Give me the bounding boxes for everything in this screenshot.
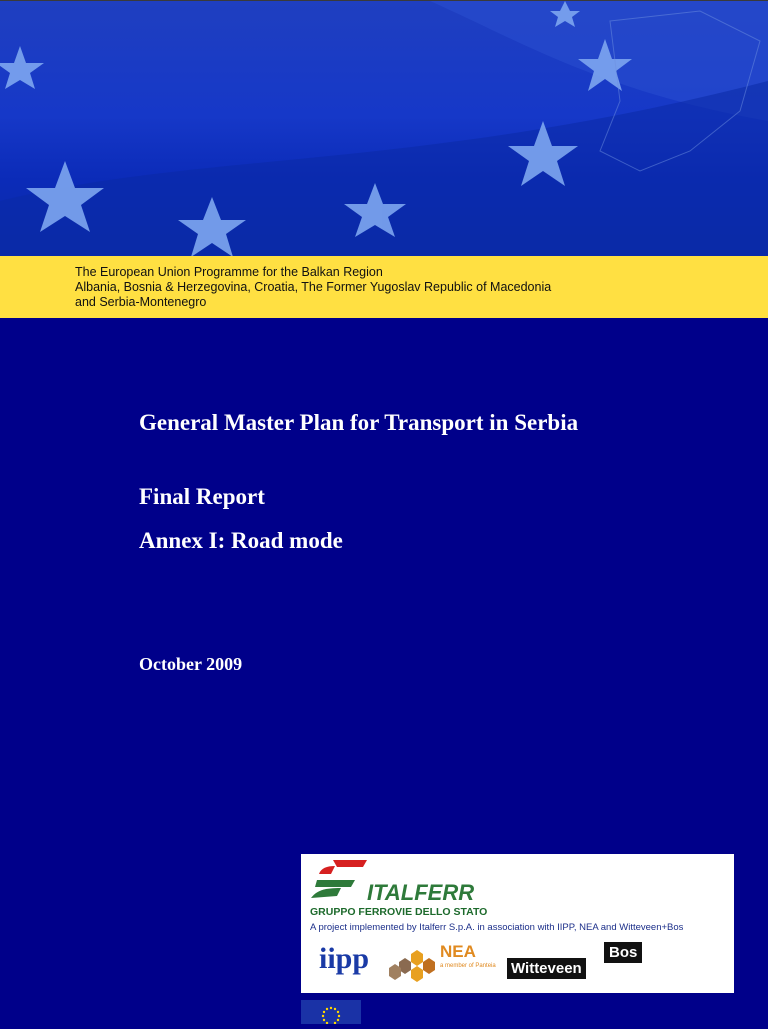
nea-subtitle: a member of Panteia [440,963,496,969]
programme-line-2: Albania, Bosnia & Herzegovina, Croatia, The Former Yugoslav Republic of Macedonia [75,280,552,294]
witteveen-logo: Witteveen [507,958,586,979]
report-type: Final Report [139,484,265,509]
programme-line-1: The European Union Programme for the Balkan Region [75,265,383,279]
stars-icon [0,1,768,257]
nea-name: NEA [440,942,476,961]
italferr-logo-icon [311,858,367,902]
programme-line-3: and Serbia-Montenegro [75,295,207,309]
nea-logo-icon [389,948,439,984]
consortium-logos-panel [301,854,734,993]
eu-flag-icon [301,1000,361,1024]
report-title: General Master Plan for Transport in Serbia [139,410,579,435]
report-date: October 2009 [139,654,243,674]
project-statement: A project implemented by Italferr S.p.A. in association with IIPP, NEA and Witteveen+Bos [310,922,684,933]
eu-stars-banner [0,0,768,257]
report-annex: Annex I: Road mode [139,528,343,553]
bos-logo: Bos [604,942,642,963]
italferr-group: GRUPPO FERROVIE DELLO STATO [310,906,488,918]
iipp-logo-icon: iipp [319,942,370,975]
programme-strip [0,256,768,318]
eu-stars-circle-icon [301,1000,361,1024]
italferr-name: ITALFERR [367,880,475,905]
